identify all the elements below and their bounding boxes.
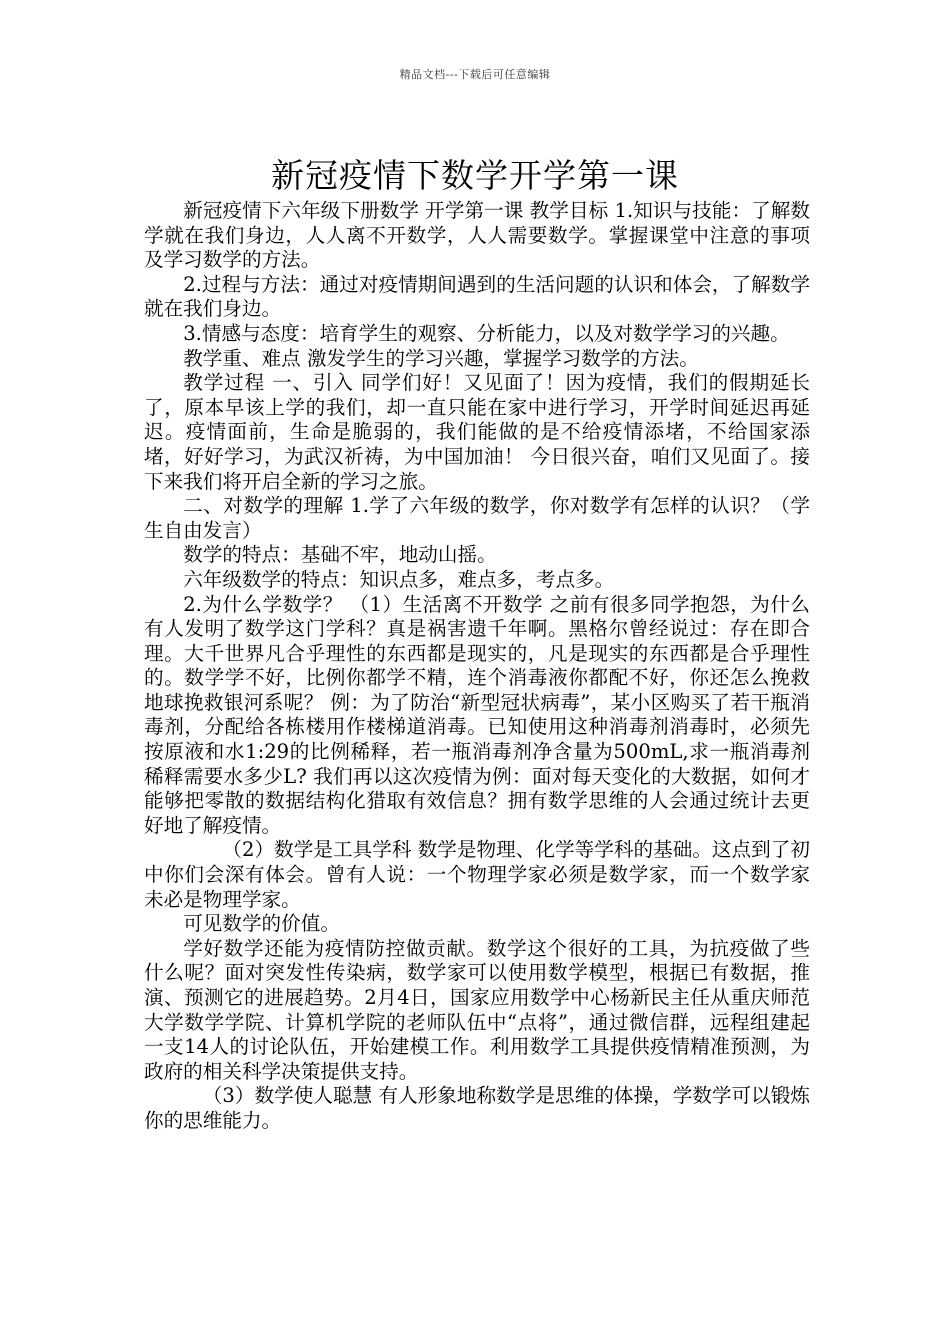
paragraph-understanding-math: 二、对数学的理解 1.学了六年级的数学，你对数学有怎样的认识？（学生自由发言） — [144, 494, 810, 542]
paragraph-teaching-process: 教学过程 一、引入 同学们好！又见面了！因为疫情，我们的假期延长了，原本早该上学的我们，却一直只能在家中进行学习，开学时间延迟再延迟。疫情面前，生命是脆弱的，我们能做的是不给疫情添堵，不给国家添堵，好好学习，为武汉祈祷，为中国加油！ 今日很兴奋，咱们又见面了。接下来我们将开启全新的学习之旅。 — [144, 371, 810, 493]
paragraph-objectives: 新冠疫情下六年级下册数学 开学第一课 教学目标 1.知识与技能：了解数学就在我们身边，人人离不开数学，人人需要数学。掌握课堂中注意的事项及学习数学的方法。 — [144, 199, 810, 272]
header-note: 精品文档---下载后可任意编辑 — [399, 68, 551, 81]
paragraph-emotion-attitude: 3.情感与态度：培育学生的观察、分析能力，以及对数学学习的兴趣。 — [183, 321, 790, 345]
paragraph-math-smart: （3）数学使人聪慧 有人形象地称数学是思维的体操，学数学可以锻炼你的思维能力。 — [144, 1084, 810, 1132]
paragraph-process-method: 2.过程与方法：通过对疫情期间遇到的生活问题的认识和体会，了解数学就在我们身边。 — [144, 272, 810, 321]
paragraph-math-features: 数学的特点：基础不牢，地动山摇。 — [183, 543, 497, 567]
paragraph-value-of-math: 可见数学的价值。 — [183, 912, 340, 936]
paragraph-key-points: 教学重、难点 激发学生的学习兴趣，掌握学习数学的方法。 — [183, 346, 699, 370]
paragraph-epidemic-contribution: 学好数学还能为疫情防控做贡献。数学这个很好的工具，为抗疫做了些什么呢？面对突发性传染病，数学家可以使用数学模型，根据已有数据，推演、预测它的进展趋势。2月4日，国家应用数学中心杨新民主任从重庆师范大学数学学院、计算机学院的老师队伍中“点将”，通过微信群，远程组建起一支14人的讨论队伍，开始建模工作。利用数学工具提供疫情精准预测，为政府的相关科学决策提供支持。 — [144, 936, 810, 1083]
document-body — [144, 199, 810, 1134]
paragraph-why-learn-math: 2.为什么学数学？ （1）生活离不开数学 之前有很多同学抱怨，为什么有人发明了数学这门学科？真是祸害遗千年啊。黑格尔曾经说过：存在即合理。大千世界凡合乎理性的东西都是现实的，凡是现实的东西都是合乎理性的。数学学不好，比例你都学不精，连个消毒液你都配不好，你还怎么挽救地球挽救银河系呢？ 例：为了防治“新型冠状病毒”，某小区购买了若干瓶消毒剂，分配给各栋楼用作楼梯道消毒。已知使用这种消毒剂消毒时，必须先按原液和水1:29的比例稀释，若一瓶消毒剂净含量为500mL,求一瓶消毒剂稀释需要水多少L? 我们再以这次疫情为例：面对每天变化的大数据，如何才能够把零散的数据结构化猎取有效信息？拥有数学思维的人会通过统计去更好地了解疫情。 — [144, 592, 810, 837]
paragraph-tool-subject: （2）数学是工具学科 数学是物理、化学等学科的基础。这点到了初中你们会深有体会。曾有人说：一个物理学家必须是数学家，而一个数学家未必是物理学家。 — [144, 838, 810, 911]
document-title: 新冠疫情下数学开学第一课 — [271, 156, 679, 196]
paragraph-grade6-features: 六年级数学的特点：知识点多，难点多，考点多。 — [183, 567, 615, 591]
